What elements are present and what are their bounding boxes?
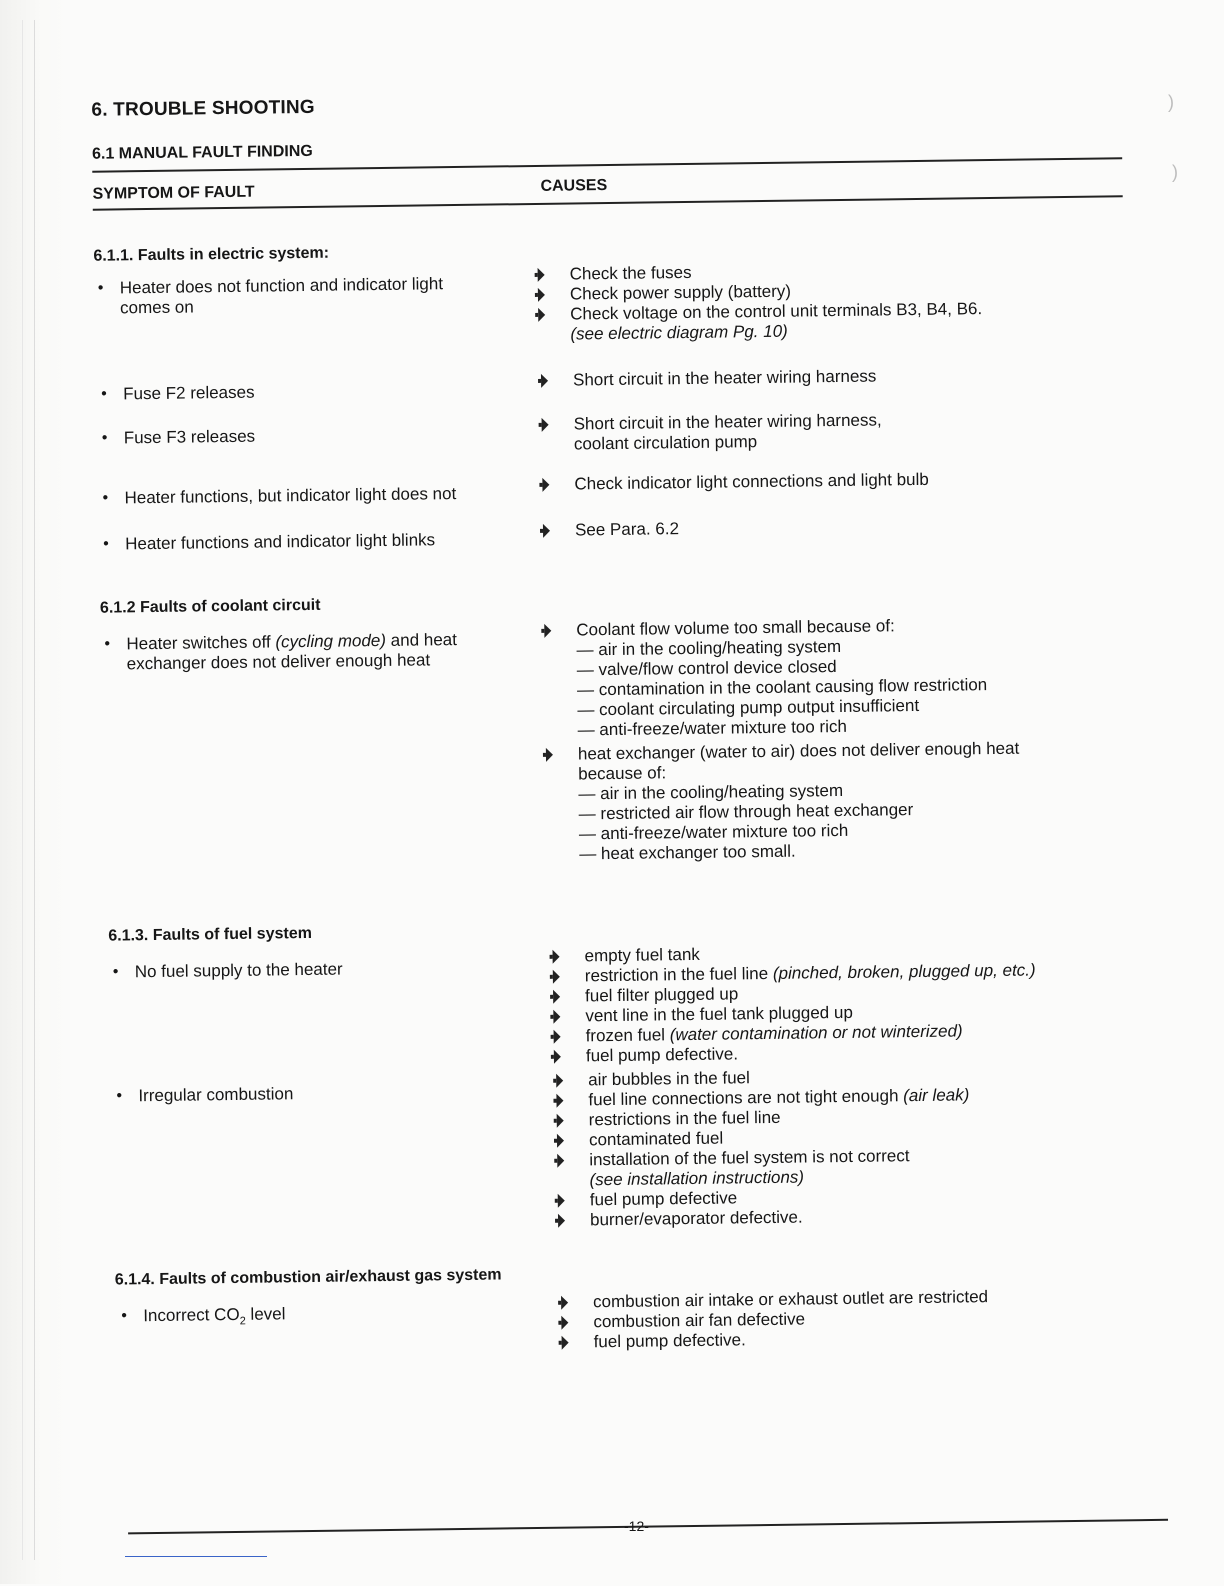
arrow-bullet-icon	[562, 1336, 569, 1350]
arrow-bullet-icon	[546, 748, 553, 762]
arrow-bullet-icon	[538, 288, 545, 302]
cause-subitem: — air in the cooling/heating system	[578, 779, 1020, 805]
cause-item	[540, 410, 883, 454]
arrow-bullet-icon	[557, 1134, 564, 1148]
subsection-title: 6.1.1. Faults in electric system:	[93, 244, 330, 265]
symptom-text: Heater functions, but indicator light does not	[124, 484, 457, 508]
cause-item	[542, 615, 1019, 741]
symptom-text: comes on	[119, 297, 194, 318]
cause-text: restriction in the fuel line	[584, 963, 769, 986]
cause-subitem: — contamination in the coolant causing flow restriction	[577, 675, 1019, 701]
arrow-bullet-icon	[558, 1194, 565, 1208]
cause-subitem: — restricted air flow through heat exchanger	[579, 799, 1021, 825]
section-title: 6.1 MANUAL FAULT FINDING	[91, 142, 313, 163]
symptom-item	[109, 960, 343, 983]
symptom-note: (cycling mode)	[275, 630, 387, 652]
cause-item	[541, 519, 679, 541]
cause-note: (pinched, broken, plugged up, etc.)	[772, 960, 1036, 983]
cause-item	[540, 470, 929, 495]
symptom-text: Incorrect CO	[143, 1304, 240, 1326]
symptom-text: Heater functions and indicator light blinks	[125, 530, 436, 554]
cause-text: Short circuit in the heater wiring harness	[572, 366, 877, 390]
symptom-item	[112, 1084, 293, 1106]
cause-text: Check power supply (battery)	[569, 281, 792, 304]
causes-list	[540, 470, 929, 495]
cause-text: empty fuel tank	[584, 944, 700, 966]
arrow-bullet-icon	[554, 1050, 561, 1064]
arrow-bullet-icon	[544, 624, 551, 638]
cause-subitem: — coolant circulating pump output insufficient	[577, 695, 1019, 721]
arrow-bullet-icon	[538, 268, 545, 282]
cause-item	[560, 1327, 989, 1353]
arrow-bullet-icon	[557, 1154, 564, 1168]
cause-text: because of:	[578, 763, 667, 784]
cause-text: installation of the fuel system is not correct	[589, 1146, 910, 1170]
symptom-item	[97, 383, 255, 405]
cause-item	[544, 739, 1021, 865]
symptom-item	[117, 1304, 286, 1333]
cause-text: fuel filter plugged up	[584, 984, 739, 1006]
subsection-title: 6.1.2 Faults of coolant circuit	[99, 596, 321, 617]
cause-subitem: — anti-freeze/water mixture too rich	[578, 715, 1020, 741]
cause-note: (see electric diagram Pg. 10)	[570, 321, 788, 344]
cause-note: (air leak)	[903, 1085, 970, 1106]
cause-text: Check indicator light connections and light bulb	[574, 469, 929, 494]
arrow-bullet-icon	[556, 1074, 563, 1088]
cause-text: combustion air fan defective	[593, 1309, 806, 1332]
cause-text: combustion air intake or exhaust outlet are restricted	[592, 1287, 989, 1312]
arrow-bullet-icon	[541, 374, 548, 388]
arrow-bullet-icon	[553, 990, 560, 1004]
arrow-bullet-icon	[553, 1010, 560, 1024]
column-header-causes: CAUSES	[540, 177, 608, 195]
cause-text: vent line in the fuel tank plugged up	[585, 1002, 853, 1026]
cause-text: Check voltage on the control unit terminals B3, B4, B6.	[570, 299, 983, 324]
cause-subitem: — anti-freeze/water mixture too rich	[579, 819, 1021, 845]
symptom-text: Heater does not function and indicator light	[119, 274, 444, 298]
cause-text: Short circuit in the heater wiring harness,	[573, 410, 882, 434]
symptom-item	[100, 630, 457, 675]
arrow-bullet-icon	[557, 1114, 564, 1128]
causes-list	[554, 1065, 971, 1230]
symptom-subscript: 2	[239, 1315, 246, 1328]
symptom-item	[99, 530, 435, 554]
column-header-symptom: SYMPTOM OF FAULT	[92, 183, 255, 203]
arrow-bullet-icon	[553, 950, 560, 964]
cause-text: restrictions in the fuel line	[588, 1107, 781, 1130]
symptom-item	[94, 274, 444, 319]
symptom-text: No fuel supply to the heater	[134, 959, 343, 982]
symptom-text: level	[250, 1304, 286, 1324]
cause-text: Coolant flow volume too small because of:	[576, 616, 895, 640]
cause-item	[556, 1205, 971, 1230]
causes-list	[539, 367, 877, 391]
cause-text: fuel pump defective.	[593, 1330, 746, 1352]
cause-text: contaminated fuel	[588, 1128, 724, 1150]
cause-text: fuel pump defective	[589, 1188, 738, 1210]
subsection-title: 6.1.4. Faults of combustion air/exhaust gas system	[114, 1266, 502, 1289]
cause-text: fuel pump defective.	[585, 1044, 739, 1066]
symptom-text: Fuse F2 releases	[123, 382, 255, 404]
symptom-text: Irregular combustion	[138, 1084, 294, 1106]
causes-list	[541, 519, 679, 541]
symptom-text: and heat	[390, 630, 458, 650]
cause-item	[539, 367, 877, 391]
scan-mark: )	[1168, 92, 1174, 112]
arrow-bullet-icon	[558, 1214, 565, 1228]
causes-list	[536, 259, 983, 345]
symptom-text: exchanger does not deliver enough heat	[126, 650, 431, 674]
cause-subitem: — air in the cooling/heating system	[576, 635, 1018, 661]
subsection-title: 6.1.3. Faults of fuel system	[108, 924, 313, 945]
cause-text: coolant circulation pump	[573, 432, 758, 454]
arrow-bullet-icon	[556, 1094, 563, 1108]
symptom-item	[98, 427, 256, 449]
link-underline	[125, 1556, 267, 1557]
cause-text: air bubbles in the fuel	[588, 1068, 750, 1090]
scan-mark: )	[1172, 162, 1178, 182]
cause-text: heat exchanger (water to air) does not deliver enough heat	[577, 738, 1020, 764]
arrow-bullet-icon	[554, 1030, 561, 1044]
causes-list	[542, 615, 1020, 865]
cause-subitem: — valve/flow control device closed	[577, 655, 1019, 681]
symptom-text: Fuse F3 releases	[123, 426, 256, 448]
cause-text: fuel line connections are not tight enough	[588, 1086, 899, 1110]
cause-text: frozen fuel	[585, 1025, 666, 1046]
arrow-bullet-icon	[561, 1296, 568, 1310]
cause-subitem: — heat exchanger too small.	[579, 839, 1021, 865]
page-title: 6. TROUBLE SHOOTING	[91, 96, 315, 121]
arrow-bullet-icon	[543, 524, 550, 538]
arrow-bullet-icon	[538, 308, 545, 322]
arrow-bullet-icon	[561, 1316, 568, 1330]
symptom-item	[98, 484, 456, 509]
page-number: -12-	[624, 1518, 649, 1534]
cause-note: (water contamination or not winterized)	[669, 1021, 963, 1045]
cause-note: (see installation instructions)	[589, 1167, 805, 1190]
symptom-text: Heater switches off	[126, 632, 271, 654]
arrow-bullet-icon	[542, 478, 549, 492]
cause-text: See Para. 6.2	[574, 519, 680, 540]
cause-text: Check the fuses	[569, 262, 692, 284]
causes-list	[550, 940, 1036, 1066]
cause-text: burner/evaporator defective.	[589, 1207, 803, 1230]
causes-list	[540, 410, 883, 454]
arrow-bullet-icon	[542, 418, 549, 432]
arrow-bullet-icon	[553, 970, 560, 984]
causes-list	[559, 1287, 989, 1353]
